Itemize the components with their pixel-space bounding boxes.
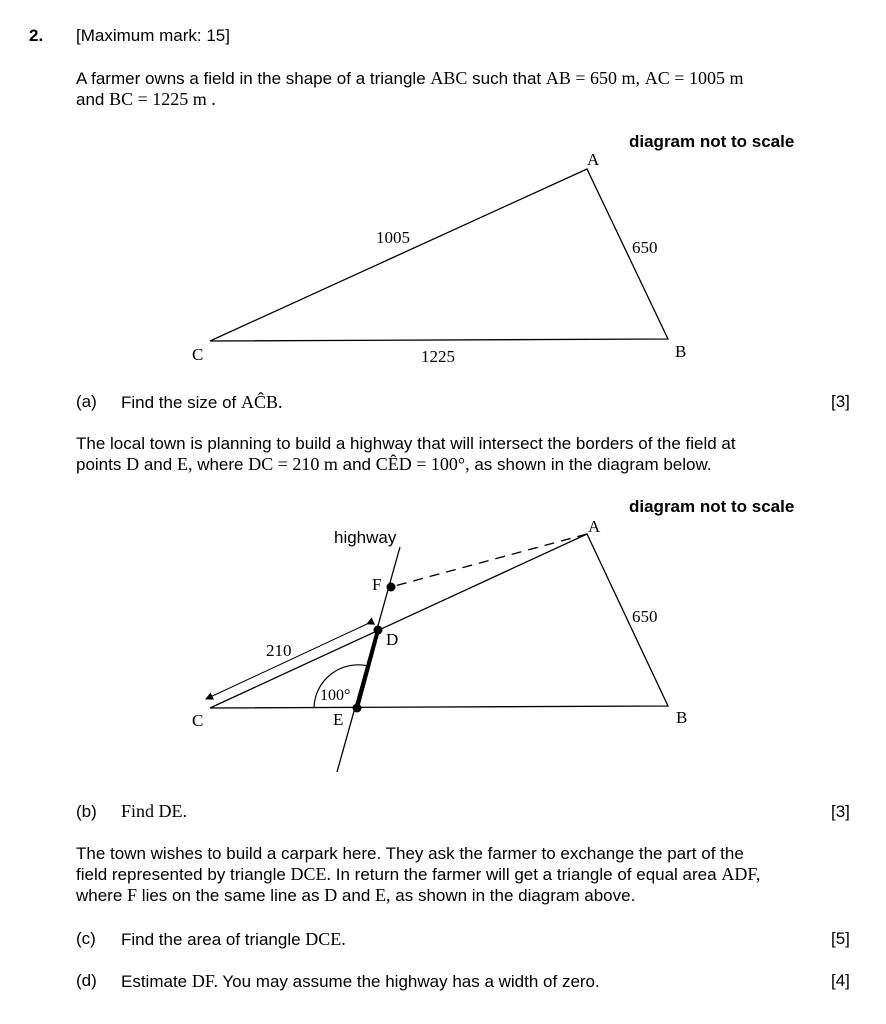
- part-b-marks: [3]: [831, 802, 850, 821]
- part-d-label: (d): [76, 971, 97, 990]
- diagram2-label-f: F: [372, 575, 382, 594]
- part-a-marks: [3]: [831, 392, 850, 411]
- point-f: [387, 583, 396, 592]
- diagram1-side-bc: 1225: [421, 347, 455, 366]
- diagram2-label-d: D: [386, 630, 399, 649]
- diagram-highway: [0, 490, 886, 785]
- diagram1-label-a: A: [587, 150, 600, 169]
- diagram2-angle: 100°: [320, 687, 351, 704]
- part-c-question: Find the area of triangle DCE.: [121, 929, 346, 949]
- part-d-marks: [4]: [831, 971, 850, 990]
- triangle-abc-2: [210, 534, 668, 708]
- diagram2-label-b: B: [676, 708, 688, 727]
- diagram-triangle-abc: [0, 125, 886, 375]
- diagram1-note: diagram not to scale: [629, 132, 795, 151]
- carpark-para-line-2: field represented by triangle DCE. In return the farmer will get a triangle of equal area ADF,: [76, 864, 761, 884]
- part-d-question: Estimate DF. You may assume the highway has a width of zero.: [121, 971, 600, 991]
- diagram2-label-e: E: [333, 710, 344, 729]
- diagram2-note: diagram not to scale: [629, 497, 795, 516]
- highway-para-line-2: points D and E, where DC = 210 m and CÊD = 100°, as shown in the diagram below.: [76, 454, 712, 474]
- part-b-question: Find DE.: [121, 801, 188, 821]
- part-a-question: Find the size of AĈB.: [121, 392, 283, 412]
- max-mark: [Maximum mark: 15]: [76, 26, 230, 45]
- highway-label: highway: [334, 528, 397, 547]
- carpark-para-line-3: where F lies on the same line as D and E, as shown in the diagram above.: [76, 885, 636, 905]
- diagram1-side-ab: 650: [632, 238, 658, 257]
- diagram2-label-a: A: [588, 517, 601, 536]
- triangle-abc: [210, 169, 668, 341]
- diagram1-label-c: C: [192, 345, 204, 364]
- point-d: [374, 626, 383, 635]
- carpark-para-line-1: The town wishes to build a carpark here. They ask the farmer to exchange the part of the: [76, 844, 744, 863]
- diagram2-side-ab: 650: [632, 607, 658, 626]
- point-e: [353, 704, 362, 713]
- diagram2-label-c: C: [192, 711, 204, 730]
- part-c-marks: [5]: [831, 929, 850, 948]
- segment-de: [357, 630, 378, 708]
- diagram1-label-b: B: [675, 342, 687, 361]
- part-b-label: (b): [76, 802, 97, 821]
- highway-para-line-1: The local town is planning to build a highway that will intersect the borders of the field at: [76, 434, 736, 453]
- part-a-label: (a): [76, 392, 97, 411]
- question-number: 2.: [29, 26, 44, 45]
- part-c-label: (c): [76, 929, 96, 948]
- intro-line-2: and BC = 1225 m .: [76, 89, 216, 109]
- diagram2-side-cd: 210: [266, 641, 292, 660]
- intro-line-1: A farmer owns a field in the shape of a triangle ABC such that AB = 650 m, AC = 1005 m: [76, 68, 744, 88]
- diagram1-side-ac: 1005: [376, 228, 410, 247]
